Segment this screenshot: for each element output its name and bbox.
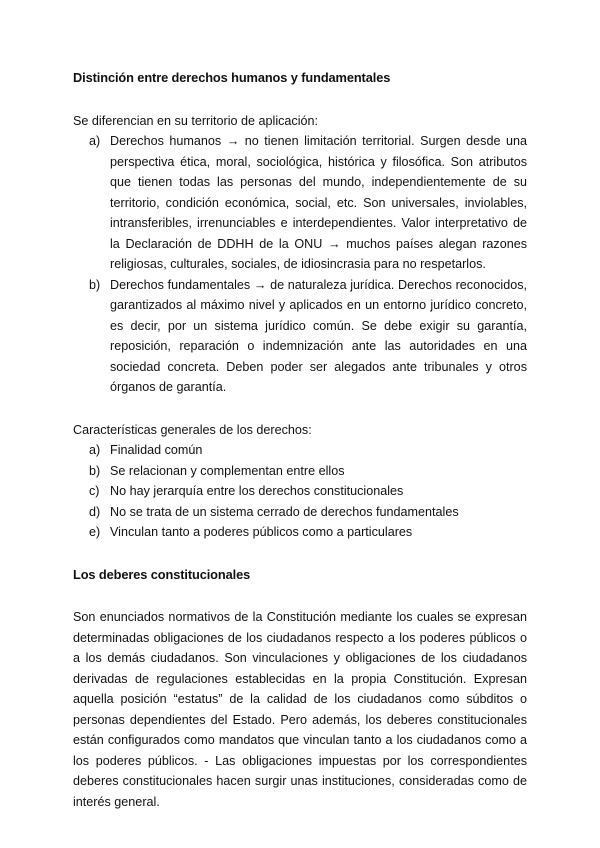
list-item: [73, 440, 527, 461]
list-item-text: Vinculan tanto a poderes públicos como a particulares: [110, 525, 413, 539]
list-marker: d): [89, 504, 101, 519]
list-marker: a): [89, 443, 101, 457]
list-marker: a): [89, 134, 101, 148]
list-item-text: Derechos fundamentales → de naturaleza jurídica. Derechos reconocidos, garantizados al máximo nivel y aplicados en un entorno jurídico concreto, es decir, por un sistema jurídico común. Se debe exigir su garantía, reposición, reparación o indemnización ante las autoridades en una sociedad concreta. Deben poder ser alegados ante tribunales y otros órganos de garantía.: [110, 277, 527, 394]
list-marker: e): [89, 525, 101, 539]
list-derechos-tipos: [73, 131, 527, 398]
section-title-derechos: Distinción entre derechos humanos y fundamentales: [73, 70, 391, 85]
list-item: [73, 481, 527, 502]
list-marker: b): [89, 463, 101, 478]
list-item: [73, 522, 527, 543]
list-item-text: Derechos humanos → no tienen limitación territorial. Surgen desde una perspectiva ética, moral, sociológica, histórica y filosófica. Son atributos que tienen todas las personas del mundo, independientemente de su territorio, condición económica, social, etc. Son universales, inviolables, intransferibles, irrenunciables e interdependientes. Valor interpretativo de la Declaración de DDHH de la ONU → muchos países alegan razones religiosas, culturales, sociales, de idiosincrasia para no respetarlos.: [110, 134, 527, 271]
list-marker: b): [89, 277, 101, 292]
list-item: [73, 502, 527, 523]
list-item-text: Se relacionan y complementan entre ellos: [110, 463, 345, 478]
section-body-deberes: Son enunciados normativos de la Constitución mediante los cuales se expresan determinadas obligaciones de los ciudadanos respecto a los poderes públicos o a los demás ciudadanos. Son vinculaciones y obligaciones de los ciudadanos derivadas de regulaciones establecidas en la propia Constitución. Expresan aquella posición “estatus” de la calidad de los ciudadanos como súbditos o personas dependientes del Estado. Pero además, los deberes constitucionales están configurados como mandatos que vinculan tanto a los ciudadanos como a los poderes públicos. - Las obligaciones impuestas por los correspondientes deberes constitucionales hacen surgir unas instituciones, consideradas como de interés general.: [73, 610, 527, 809]
list-item: [73, 131, 527, 275]
section-intro-caracteristicas: Características generales de los derechos:: [73, 422, 312, 437]
list-item-text: No se trata de un sistema cerrado de derechos fundamentales: [110, 504, 459, 519]
list-item-text: No hay jerarquía entre los derechos constitucionales: [110, 484, 404, 498]
list-item: [73, 275, 527, 398]
document-content: [73, 68, 527, 812]
list-item-text: Finalidad común: [110, 443, 203, 457]
list-item: [73, 461, 527, 482]
section-title-deberes: Los deberes constitucionales: [73, 566, 251, 582]
list-marker: c): [89, 484, 100, 498]
section-intro-aplicacion: Se diferencian en su territorio de aplicación:: [73, 113, 319, 128]
list-caracteristicas: [73, 440, 527, 543]
